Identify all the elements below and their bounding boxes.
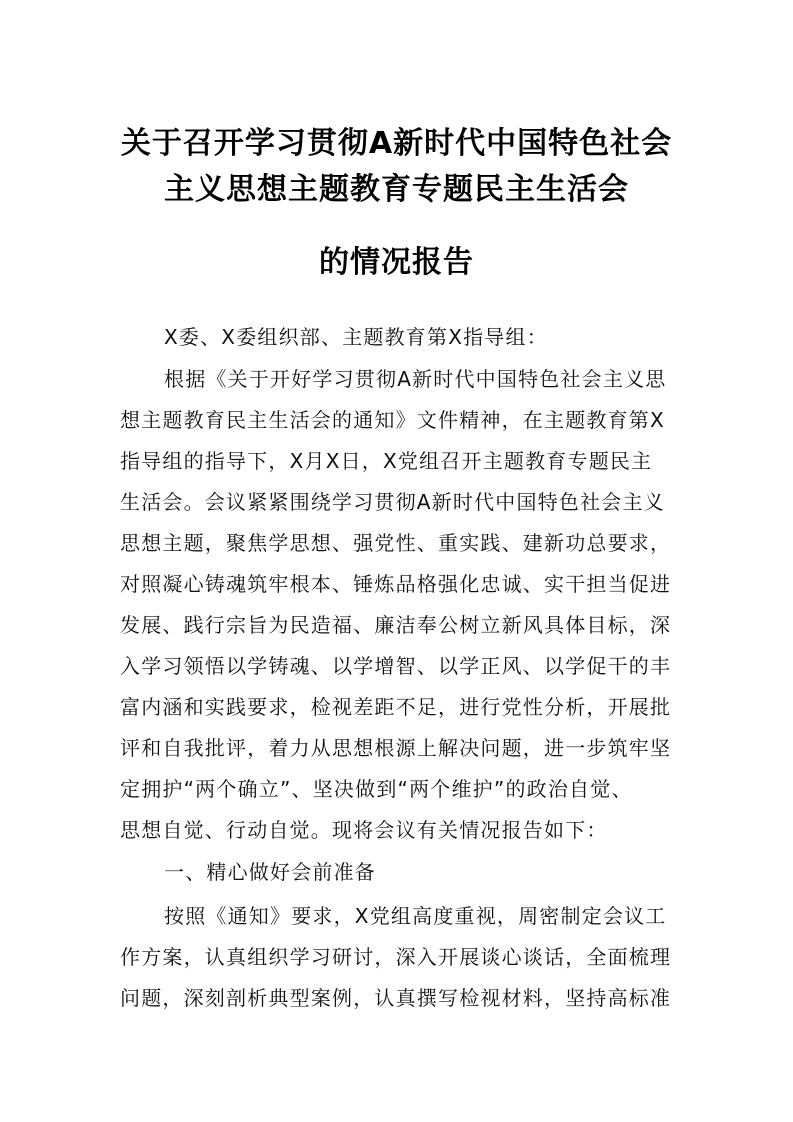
paragraph-2-line: 问题，深刻剖析典型案例，认真撰写检视材料，坚持高标准 <box>120 986 672 1010</box>
paragraph-1-line: 思想自觉、行动自觉。现将会议有关情况报告如下： <box>120 818 608 842</box>
paragraph-1-line: 富内涵和实践要求，检视差距不足，进行党性分析，开展批 <box>120 695 672 719</box>
paragraph-1-line: 评和自我批评，着力从思想根源上解决问题，进一步筑牢坚 <box>120 736 672 760</box>
paragraph-2-line: 按照《通知》要求，X党组高度重视，周密制定会议工 <box>164 904 667 928</box>
paragraph-1-line: 指导组的指导下，X月X日，X党组召开主题教育专题民主 <box>120 449 653 473</box>
salutation: X委、X委组织部、主题教育第X指导组： <box>164 325 548 349</box>
paragraph-1-line: 生活会。会议紧紧围绕学习贯彻A新时代中国特色社会主义 <box>120 490 665 514</box>
paragraph-1-line: 定拥护“两个确立”、坚决做到“两个维护”的政治自觉、 <box>120 777 633 801</box>
paragraph-1-line: 入学习领悟以学铸魂、以学增智、以学正风、以学促干的丰 <box>120 654 672 678</box>
title-line-3: 的情况报告 <box>319 245 474 280</box>
paragraph-1-line: 发展、践行宗旨为民造福、廉洁奉公树立新风具体目标，深 <box>120 613 672 637</box>
paragraph-2-line: 作方案，认真组织学习研讨，深入开展谈心谈话，全面梳理 <box>120 945 672 969</box>
section-1-heading: 一、精心做好会前准备 <box>164 860 376 884</box>
paragraph-1-line: 思想主题，聚焦学思想、强党性、重实践、建新功总要求， <box>120 531 672 555</box>
paragraph-1-line: 对照凝心铸魂筑牢根本、锤炼品格强化忠诚、实干担当促进 <box>120 572 672 596</box>
paragraph-1-line: 想主题教育民主生活会的通知》文件精神，在主题教育第X <box>120 408 665 432</box>
title-line-1: 关于召开学习贯彻A新时代中国特色社会 <box>120 126 673 161</box>
title-line-2: 主义思想主题教育专题民主生活会 <box>164 172 629 207</box>
paragraph-1-line: 根据《关于开好学习贯彻A新时代中国特色社会主义思 <box>164 367 667 391</box>
